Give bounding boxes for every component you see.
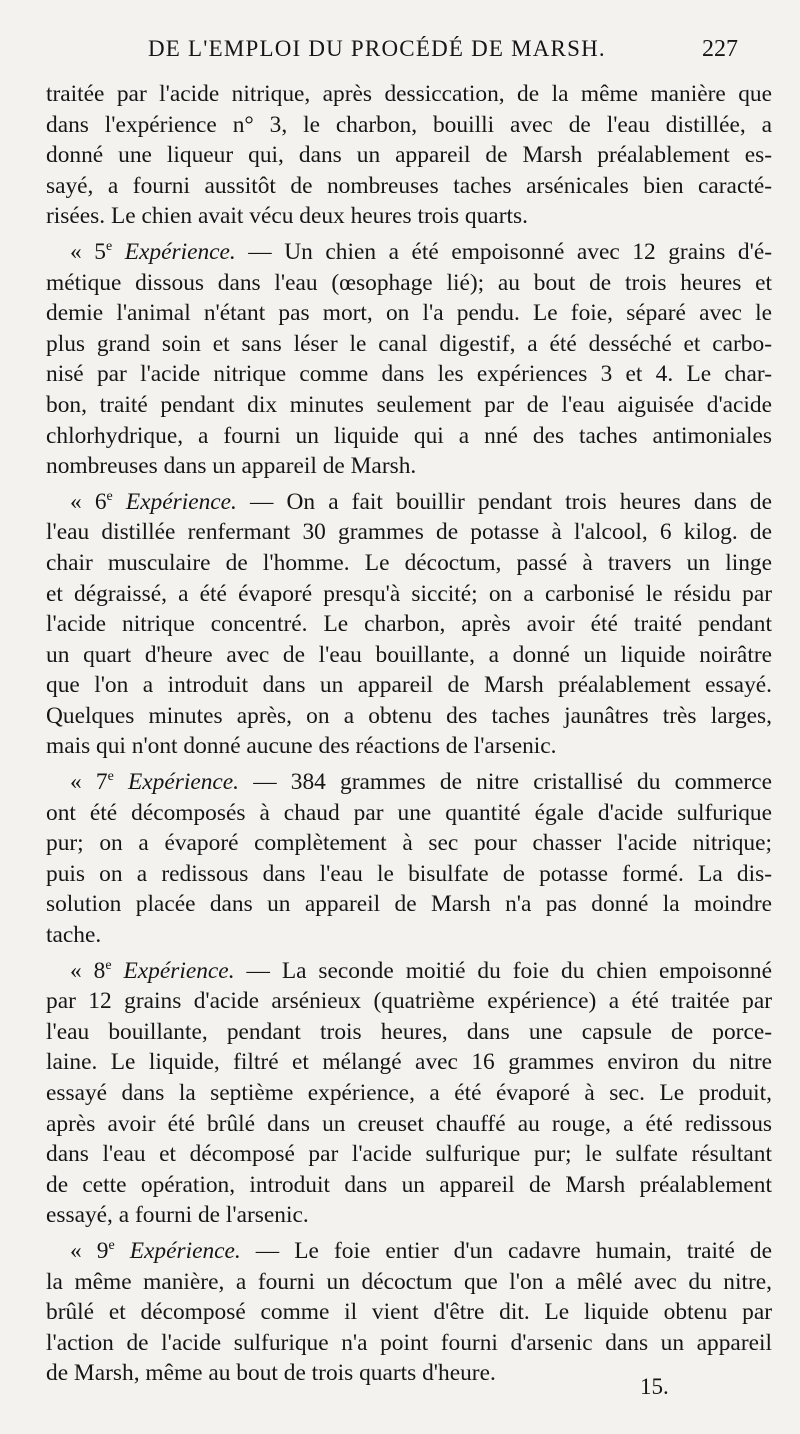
text-line: l'eau bouillante, pendant trois heures, dans une capsule de porce- (46, 1018, 772, 1045)
ordinal-superscript: e (105, 238, 113, 254)
line-text: — Un chien a été empoisonné avec 12 grains d'é- (235, 238, 773, 265)
text-line: dans l'expérience n° 3, le charbon, bouilli avec de l'eau distillée, a (46, 111, 772, 138)
opening-guillemet: « (70, 488, 95, 515)
text-line: pur; on a évaporé complètement à sec pour chasser l'acide nitrique; (46, 830, 772, 857)
text-line: laine. Le liquide, filtré et mélangé avec 16 grammes environ du nitre (46, 1049, 772, 1076)
page-header (48, 36, 738, 70)
opening-guillemet: « (70, 957, 94, 984)
text-line: essayé, a fourni de l'arsenic. (46, 1202, 309, 1229)
text-line: nombreuses dans un appareil de Marsh. (46, 453, 417, 480)
text-line: plus grand soin et sans léser le canal digestif, a été desséché et carbo- (46, 330, 772, 357)
text-line: bon, traité pendant dix minutes seulement par de l'eau aiguisée d'acide (46, 391, 772, 418)
text-line: et dégraissé, a été évaporé presqu'à siccité; on a carbonisé le résidu par (46, 580, 772, 607)
ordinal-superscript: e (106, 488, 113, 504)
running-title: DE L'EMPLOI DU PROCÉDÉ DE MARSH. (148, 36, 606, 61)
experience-number: 5 (94, 238, 106, 265)
text-line: de Marsh, même au bout de trois quarts d'heure. (46, 1360, 496, 1387)
text-line: chair musculaire de l'homme. Le décoctum, passé à travers un linge (46, 549, 772, 576)
page-number: 227 (702, 36, 738, 62)
text-line: la même manière, a fourni un décoctum que l'on a mêlé avec du nitre, (46, 1268, 772, 1295)
paragraph (46, 482, 772, 762)
paragraph (46, 1231, 772, 1389)
text-line: nisé par l'acide nitrique comme dans les expériences 3 et 4. Le char- (46, 361, 772, 388)
experience-title: Expérience. (114, 1237, 241, 1264)
text-line: chlorhydrique, a fourni un liquide qui a nné des taches antimoniales (46, 422, 772, 449)
line-text: — On a fait bouillir pendant trois heures dans de (236, 488, 772, 515)
text-line: l'action de l'acide sulfurique n'a point fourni d'arsenic dans un appareil (46, 1329, 772, 1356)
experience-title: Expérience. (112, 238, 236, 265)
text-line: donné une liqueur qui, dans un appareil de Marsh préalablement es- (46, 142, 772, 169)
text-line: puis on a redissous dans l'eau le bisulfate de potasse formé. La dis- (46, 860, 772, 887)
paragraph (46, 79, 772, 232)
text-line: tache. (46, 922, 102, 949)
experience-title: Expérience. (111, 957, 235, 984)
text-line: après avoir été brûlé dans un creuset chauffé au rouge, a été redissous (46, 1110, 772, 1137)
text-line: l'acide nitrique concentré. Le charbon, après avoir été traité pendant (46, 611, 772, 638)
text-line: ont été décomposés à chaud par une quantité égale d'acide sulfurique (46, 799, 772, 826)
printer-signature-mark: 15. (640, 1374, 669, 1399)
text-line: l'eau distillée renfermant 30 grammes de potasse à l'alcool, 6 kilog. de (46, 519, 772, 546)
text-line: que l'on a introduit dans un appareil de Marsh préalablement essayé. (46, 672, 772, 699)
experience-number: 7 (95, 769, 108, 796)
line-text: — La seconde moitié du foie du chien empoisonné (234, 957, 772, 984)
opening-guillemet: « (70, 238, 95, 265)
text-line: brûlé et décomposé comme il vient d'être dit. Le liquide obtenu par (46, 1299, 772, 1326)
text-line: risées. Le chien avait vécu deux heures trois quarts. (46, 203, 528, 230)
text-line: sayé, a fourni aussitôt de nombreuses taches arsénicales bien caracté- (46, 172, 772, 199)
ordinal-superscript: e (108, 1237, 115, 1253)
opening-guillemet: « (70, 1237, 97, 1264)
paragraph (46, 762, 772, 951)
paragraph (46, 951, 772, 1231)
text-line: traitée par l'acide nitrique, après dessiccation, de la même manière que (46, 81, 772, 107)
experience-heading-line (46, 951, 772, 987)
text-line: par 12 grains d'acide arsénieux (quatrième expérience) a été traitée par (46, 988, 772, 1015)
text-line: Quelques minutes après, on a obtenu des taches jaunâtres très larges, (46, 702, 772, 729)
opening-guillemet: « (70, 769, 96, 796)
text-line: métique dissous dans l'eau (œsophage lié); au bout de trois heures et (46, 269, 772, 296)
text-line: essayé dans la septième expérience, a été évaporé à sec. Le produit, (46, 1080, 772, 1106)
experience-number: 8 (93, 957, 106, 984)
line-text: — 384 grammes de nitre cristallisé du commerce (239, 769, 772, 796)
text-line: dans l'eau et décomposé par l'acide sulfurique pur; le sulfate résultant (46, 1141, 772, 1168)
paragraph (46, 232, 772, 482)
text-line: un quart d'heure avec de l'eau bouillante, a donné un liquide noirâtre (46, 641, 772, 668)
text-line: solution placée dans un appareil de Marsh n'a pas donné la moindre (46, 891, 772, 918)
experience-title: Expérience. (113, 769, 240, 796)
text-line: de cette opération, introduit dans un appareil de Marsh préalablement (46, 1171, 772, 1198)
experience-number: 9 (96, 1237, 109, 1264)
experience-title: Expérience. (112, 488, 237, 515)
ordinal-superscript: e (107, 769, 114, 785)
experience-heading-line (46, 232, 772, 268)
experience-heading-line (46, 1231, 772, 1267)
body-text (46, 79, 772, 1389)
line-text: — Le foie entier d'un cadavre humain, traité de (240, 1237, 772, 1264)
experience-number: 6 (94, 488, 107, 515)
experience-heading-line (46, 762, 772, 798)
text-line: demie l'animal n'étant pas mort, on l'a pendu. Le foie, séparé avec le (46, 300, 772, 327)
experience-heading-line (46, 482, 772, 518)
text-line: mais qui n'ont donné aucune des réactions de l'arsenic. (46, 733, 557, 760)
ordinal-superscript: e (105, 957, 112, 973)
